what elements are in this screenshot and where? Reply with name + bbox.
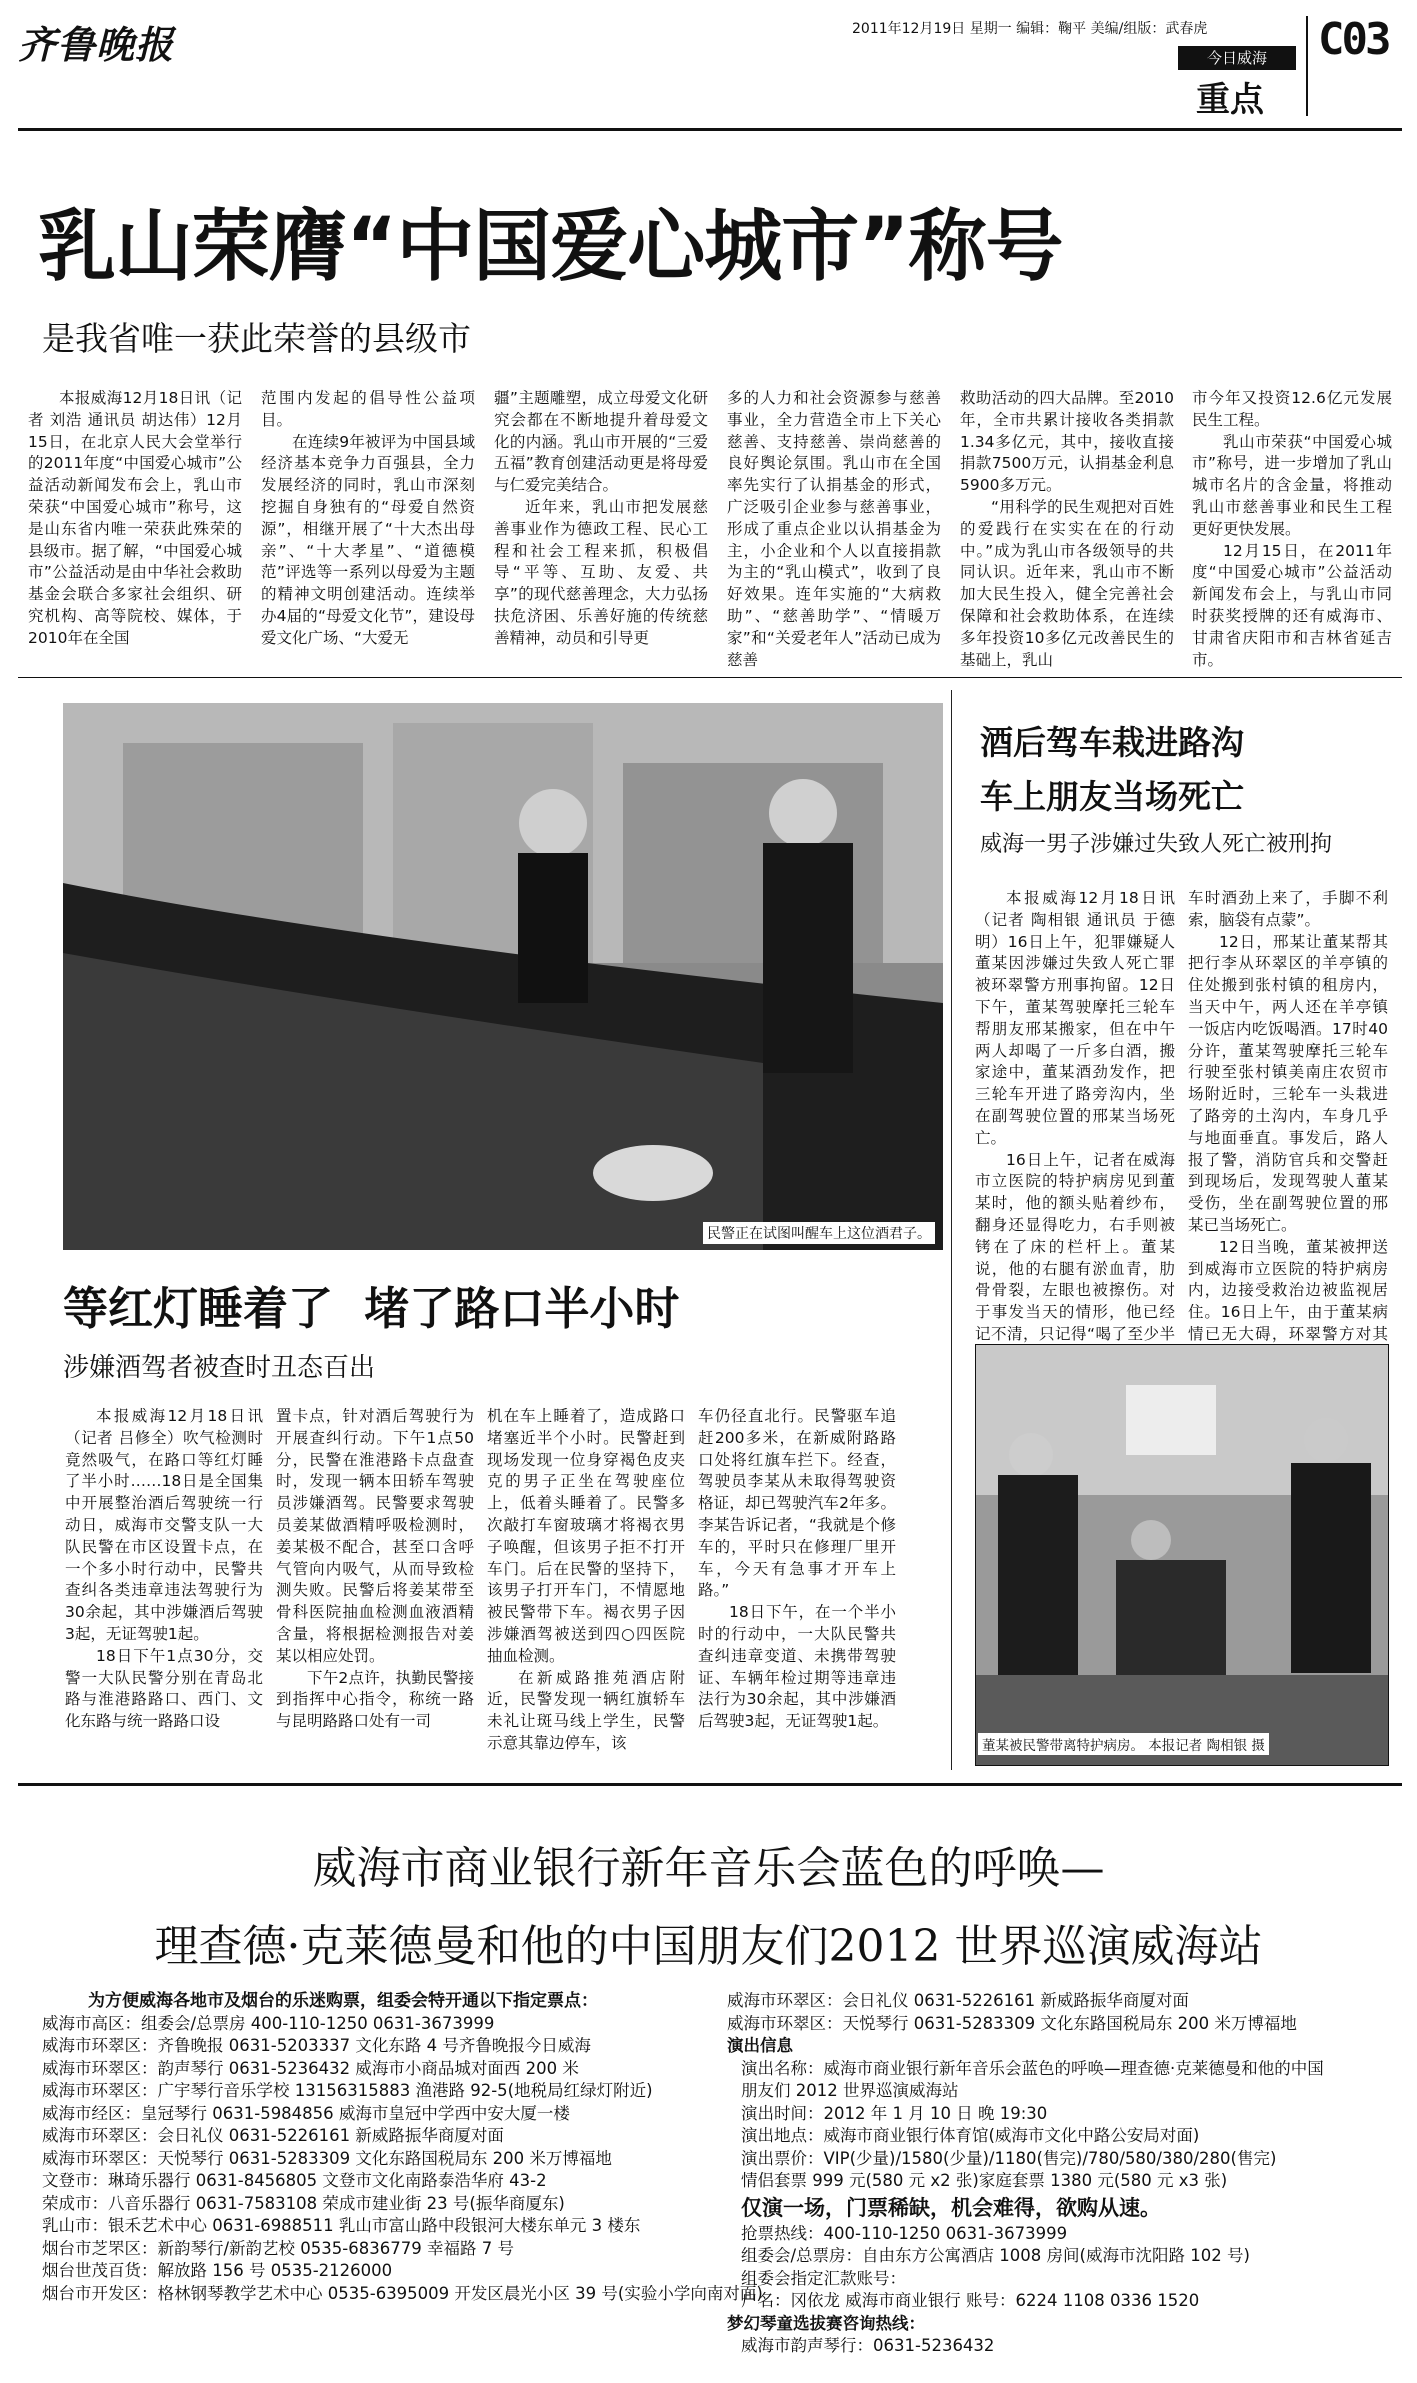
story1-col-2 xyxy=(261,388,475,664)
paragraph: 置卡点，针对酒后驾驶行为开展查纠行动。下午1点50分，民警在淮港路卡点盘查时，发现一辆本田轿车驾驶员涉嫌酒驾。民警要求驾驶员姜某做酒精呼吸检测时，姜某极不配合，甚至口含呼气管向内吸气，从而导致检测失败。民警后将姜某带至骨科医院抽血检测血液酒精含量，将根据检测报告对姜某以相应处罚。 xyxy=(276,1407,474,1665)
police-scene-image xyxy=(63,703,943,1250)
story1-headline: 乳山荣膺“中国爱心城市”称号 xyxy=(38,202,1063,292)
ticket-outlet-line: 烟台市芝罘区：新韵琴行/新韵艺校 0535-6836779 幸福路 7 号 xyxy=(42,2238,514,2258)
show-info-line: 朋友们 2012 世界巡演威海站 xyxy=(741,2081,959,2100)
contact-line: 组委会指定汇款账号： xyxy=(741,2268,906,2288)
paragraph: 机在车上睡着了，造成路口堵塞近半个小时。民警赶到现场发现一位身穿褐色皮夹克的男子正坐在驾驶座位上，低着头睡着了。民警多次敲打车窗玻璃才将褐衣男子唤醒，但该男子拒不打开车门。后在民警的坚持下，该男子打开车门，不情愿地被民警带下车。褐衣男子因涉嫌酒驾被送到四○四医院抽血检测。 xyxy=(487,1407,685,1665)
ticket-outlet-line: 文登市：琳琦乐器行 0631-8456805 文登市文化南路泰浩华府 43-2 xyxy=(42,2171,547,2190)
story2-col-2 xyxy=(276,1406,474,1756)
show-info-line: 演出时间：2012 年 1 月 10 日 晚 19:30 xyxy=(741,2103,1048,2123)
ticket-outlet-line: 烟台世茂百货：解放路 156 号 0535-2126000 xyxy=(42,2261,393,2280)
story3-col-2 xyxy=(1188,888,1388,1343)
story2-col-3 xyxy=(487,1406,685,1756)
show-info-line: 演出票价：VIP(少量)/1580(少量)/1180(售完)/780/580/380/280(售完) xyxy=(741,2148,1277,2168)
contest-heading: 梦幻琴童选拔赛咨询热线： xyxy=(727,2313,925,2333)
paragraph: 16日上午，记者在威海市立医院的特护病房见到董某时，他的额头贴着纱布，翻身还显得吃力，右手则被铐在了床的栏杆上。董某说，他的右腿有淤血青，肋骨骨裂，左眼也被擦伤。对于事发当天的情形，他已经记不清，只记得“喝了至少半 xyxy=(975,1150,1175,1343)
page-number: C03 xyxy=(1318,14,1389,65)
hospital-photo xyxy=(975,1344,1389,1766)
ticket-outlet-line: 烟台市开发区：格林钢琴教学艺术中心 0535-6395009 开发区晨光小区 39 号(实验小学向南对面) xyxy=(42,2283,763,2303)
paragraph: 疆”主题雕塑，成立母爱文化研究会都在不断地提升着母爱文化的内涵。乳山市开展的“三爱五福”教育创建活动更是将母爱与仁爱完美结合。 xyxy=(494,389,708,495)
show-info-heading: 演出信息 xyxy=(727,2036,793,2055)
paragraph: 12月15日，在2011年度“中国爱心城市”公益活动新闻发布会上，与乳山市同时获奖授牌的还有威海市、甘肃省庆阳市和吉林省延吉市。 xyxy=(1192,541,1392,669)
ticket-outlet-line: 乳山市：银禾艺术中心 0631-6988511 乳山市富山路中段银河大楼东单元 3 楼东 xyxy=(42,2216,641,2235)
paragraph: 救助活动的四大品牌。至2010年，全市共累计接收各类捐款1.34多亿元，其中，接收直接捐款7500万元，认捐基金利息5900多万元。 xyxy=(960,389,1174,495)
paragraph: 近年来，乳山市把发展慈善事业作为德政工程、民心工程和社会工程来抓，积极倡导“平等、互助、友爱、共享”的现代慈善理念，大力弘扬扶危济困、乐善好施的传统慈善精神，动员和引导更 xyxy=(494,497,708,647)
story1-bottom-rule xyxy=(18,677,1402,678)
ticket-outlet-list-right xyxy=(727,1990,1397,2035)
ticket-outlet-line: 威海市经区：皇冠琴行 0631-5984856 威海市皇冠中学西中安大厦一楼 xyxy=(42,2103,570,2123)
story1-col-3 xyxy=(494,388,708,664)
paragraph: 18日下午，在一个半小时的行动中，一大队民警共查纠违章变道、未携带驾驶证、车辆年检过期等违章违法行为30余起，其中涉嫌酒后驾驶3起，无证驾驶1起。 xyxy=(698,1603,896,1731)
ticket-outlet-line: 威海市环翠区：齐鲁晚报 0631-5203337 文化东路 4 号齐鲁晚报今日威海 xyxy=(42,2036,591,2055)
ad-right-block xyxy=(727,1990,1397,2358)
ticket-outlet-line: 威海市环翠区：会日礼仪 0631-5226161 新威路振华商厦对面 xyxy=(727,1991,1189,2010)
paragraph: 市今年又投资12.6亿元发展民生工程。 xyxy=(1192,389,1392,429)
contact-line: 组委会/总票房：自由东方公寓酒店 1008 房间(威海市沈阳路 102 号) xyxy=(741,2246,1250,2265)
paragraph: 下午2点许，执勤民警接到指挥中心指令，称统一路与昆明路路口处有一司 xyxy=(276,1668,474,1731)
paragraph: 本报威海12月18日讯（记者 刘浩 通讯员 胡达伟）12月15日，在北京人民大会堂举行的2011年度“中国爱心城市”公益活动新闻发布会上，乳山市荣获“中国爱心城市”称号，这是山东省内唯一荣获此殊荣的县级市。据了解，“中国爱心城市”公益活动是由中华社会救助基金会联合多家社会组织、研究机构、高等院校、媒体，于2010年在全国 xyxy=(28,389,242,647)
paragraph: 12日，邢某让董某帮其把行李从环翠区的羊亭镇的住处搬到张村镇的租房内，当天中午，两人还在羊亭镇一饭店内吃饭喝酒。17时40分许，董某驾驶摩托三轮车行驶至张村镇美南庄农贸市场附近时，三轮车一头栽进了路旁的土沟内，车身几乎与地面垂直。事发后，路人报了警，消防官兵和交警赶到现场后，发现驾驶人董某受伤，坐在副驾驶位置的邢某已当场死亡。 xyxy=(1188,932,1388,1234)
paragraph: 在连续9年被评为中国县域经济基本竞争力百强县，全力发展经济的同时，乳山市深刻挖掘自身独有的“母爱自然资源”，相继开展了“十大杰出母亲”、“十大孝星”、“道德模范”评选等一系列以母爱为主题的精神文明创建活动。连续举办4届的“母爱文化节”，建设母爱文化广场、“大爱无 xyxy=(261,432,475,647)
paragraph: “用科学的民生观把对百姓的爱践行在实实在在的行动中。”成为乳山市各级领导的共同认识。近年来，乳山市不断加大民生投入，健全完善社会保障和社会救助体系，在连续多年投资10多亿元改善民生的基础上，乳山 xyxy=(960,497,1174,669)
show-info-line: 演出地点：威海市商业银行体育馆(威海市文化中路公安局对面) xyxy=(741,2126,1200,2145)
police-car-photo xyxy=(63,703,943,1250)
ticket-outlet-line: 威海市环翠区：会日礼仪 0631-5226161 新威路振华商厦对面 xyxy=(42,2126,504,2145)
hospital-scene-image xyxy=(976,1345,1388,1765)
contact-line: 抢票热线：400-110-1250 0631-3673999 xyxy=(741,2223,1068,2243)
paper-name: 齐鲁晚报 xyxy=(18,22,175,67)
section-title: 重点 xyxy=(1196,80,1264,120)
story3-headline-2: 车上朋友当场死亡 xyxy=(980,777,1244,816)
date-line: 2011年12月19日 星期一 编辑：鞠平 美编/组版：武春虎 xyxy=(852,21,1208,37)
ad-title-2: 理查德·克莱德曼和他的中国朋友们2012 世界巡演威海站 xyxy=(154,1921,1263,1972)
paragraph: 车时酒劲上来了，手脚不利索，脑袋有点蒙”。 xyxy=(1188,889,1388,929)
story2-subhead: 涉嫌酒驾者被查时丑态百出 xyxy=(63,1353,376,1383)
ticket-outlet-line: 威海市环翠区：广宇琴行音乐学校 13156315883 渔港路 92-5(地税局红绿灯附近) xyxy=(42,2081,653,2100)
show-info-line: 情侣套票 999 元(580 元 x2 张)家庭套票 1380 元(580 元 x3 张) xyxy=(741,2171,1228,2190)
story1-col-1 xyxy=(28,388,242,664)
story3-col-1 xyxy=(975,888,1175,1343)
section-tag: 今日威海 xyxy=(1178,46,1296,70)
paragraph: 本报威海12月18日讯（记者 陶相银 通讯员 于德明）16日上午，犯罪嫌疑人董某因涉嫌过失致人死亡罪被环翠警方刑事拘留。12日下午，董某驾驶摩托三轮车帮朋友邢某搬家，但在中午两人却喝了一斤多白酒，搬家途中，董某酒劲发作，把三轮车开进了路旁沟内，坐在副驾驶位置的邢某当场死亡。 xyxy=(975,889,1175,1147)
story1-col-6 xyxy=(1192,388,1392,669)
photo1-caption: 民警正在试图叫醒车上这位酒君子。 xyxy=(703,1222,935,1244)
masthead-rule xyxy=(18,128,1402,131)
story2-col-1 xyxy=(65,1406,263,1756)
paragraph: 范围内发起的倡导性公益项目。 xyxy=(261,389,475,429)
story-column-divider xyxy=(951,690,952,1770)
story1-col-5 xyxy=(960,388,1174,669)
story1-col-4 xyxy=(727,388,941,669)
contest-line: 威海市韵声琴行：0631-5236432 xyxy=(741,2336,995,2355)
ad-intro: 为方便威海各地市及烟台的乐迷购票，组委会特开通以下指定票点： xyxy=(88,1991,598,2011)
paragraph: 多的人力和社会资源参与慈善事业，全力营造全市上下关心慈善、支持慈善、崇尚慈善的良好舆论氛围。乳山市在全国率先实行了认捐基金的形式，广泛吸引企业参与慈善事业，形成了重点企业以认捐基金为主，小企业和个人以直接捐款为主的“乳山模式”，收到了良好效果。连年实施的“大病救助”、“慈善助学”、“情暖万家”和“关爱老年人”活动已成为慈善 xyxy=(727,389,941,669)
news-bottom-rule xyxy=(18,1783,1402,1786)
paragraph: 12日当晚，董某被押送到威海市立医院的特护病房内，边接受救治边被监视居住。16日上午，由于董某病情已无大碍，环翠警方对其 xyxy=(1188,1237,1388,1343)
paragraph: 车仍径直北行。民警驱车追赶200多米，在新威附路路口处将红旗车拦下。经查，驾驶员李某从未取得驾驶资格证，却已驾驶汽车2年多。李某告诉记者，“我就是个修车的，平时只在修理厂里开车，今天有急事才开车上路。” xyxy=(698,1407,896,1600)
story3-subhead: 威海一男子涉嫌过失致人死亡被刑拘 xyxy=(980,832,1333,857)
ticket-outlet-line: 威海市高区：组委会/总票房 400-110-1250 0631-3673999 xyxy=(42,2013,495,2033)
ad-title-1: 威海市商业银行新年音乐会蓝色的呼唤— xyxy=(312,1843,1105,1894)
contact-list xyxy=(727,2223,1397,2313)
story3-headline-1: 酒后驾车栽进路沟 xyxy=(980,723,1244,762)
ad-slogan: 仅演一场，门票稀缺，机会难得，欲购从速。 xyxy=(741,2195,1161,2220)
story1-subhead: 是我省唯一获此荣誉的县级市 xyxy=(42,319,471,358)
paragraph: 在新威路推苑酒店附近，民警发现一辆红旗轿车未礼让斑马线上学生，民警示意其靠边停车，该 xyxy=(487,1668,685,1752)
paragraph: 本报威海12月18日讯（记者 吕修全）吹气检测时竟然吸气，在路口等红灯睡了半小时……18日是全国集中开展整治酒后驾驶统一行动日，威海市交警支队一大队民警在市区设置卡点，在一个多小时行动中，民警共查纠各类违章违法驾驶行为30余起，其中涉嫌酒后驾驶3起，无证驾驶1起。 xyxy=(65,1407,263,1643)
ticket-outlet-line: 威海市环翠区：韵声琴行 0631-5236432 威海市小商品城对面西 200 米 xyxy=(42,2058,579,2078)
ticket-outlet-line: 威海市环翠区：天悦琴行 0631-5283309 文化东路国税局东 200 米万博福地 xyxy=(727,2013,1297,2033)
story2-col-4 xyxy=(698,1406,896,1756)
masthead-divider xyxy=(1306,16,1308,116)
show-info-line: 演出名称：威海市商业银行新年音乐会蓝色的呼唤—理查德·克莱德曼和他的中国 xyxy=(741,2058,1324,2078)
photo2-caption: 董某被民警带离特护病房。 本报记者 陶相银 摄 xyxy=(978,1733,1269,1755)
story2-headline: 等红灯睡着了 堵了路口半小时 xyxy=(63,1282,680,1335)
ticket-outlet-line: 威海市环翠区：天悦琴行 0631-5283309 文化东路国税局东 200 米万博福地 xyxy=(42,2148,612,2168)
paragraph: 乳山市荣获“中国爱心城市”称号，进一步增加了乳山城市名片的含金量，将推动乳山市慈善事业和民生工程更好更快发展。 xyxy=(1192,432,1392,538)
contact-line: 户名：冈依龙 威海市商业银行 账号：6224 1108 0336 1520 xyxy=(741,2291,1200,2310)
ticket-outlet-line: 荣成市：八音乐器行 0631-7583108 荣成市建业街 23 号(振华商厦东) xyxy=(42,2193,565,2213)
show-info-list xyxy=(727,2058,1397,2193)
paragraph: 18日下午1点30分，交警一大队民警分别在青岛北路与淮港路路口、西门、文化东路与统一路路口设 xyxy=(65,1646,263,1731)
